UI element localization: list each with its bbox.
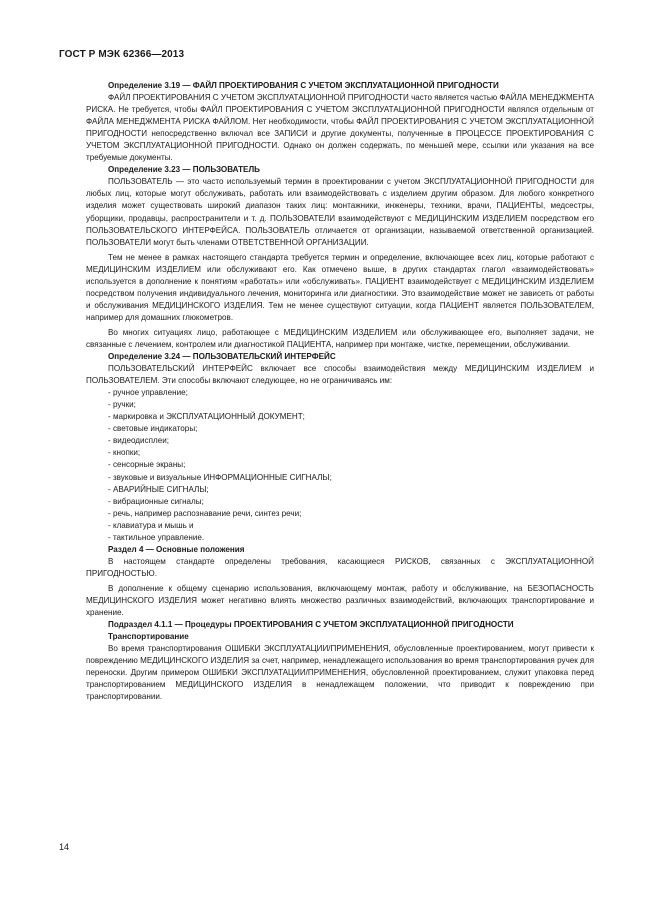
subsection-subheading: Транспортирование xyxy=(108,632,189,642)
paragraph: В дополнение к общему сценарию использования, включающему монтаж, работу и обслуживание, на БЕЗОПАСНОСТЬ МЕДИЦИНСКОГО ИЗДЕЛИЯ может негативно влиять множество различных взаимодействий, включающих транспортирование и хранение. xyxy=(86,583,594,618)
section-heading: Раздел 4 — Основные положения xyxy=(108,544,245,554)
list-item: - сенсорные экраны; xyxy=(108,460,186,470)
definition-heading: Определение 3.23 — ПОЛЬЗОВАТЕЛЬ xyxy=(108,165,260,175)
definition-heading: Определение 3.24 — ПОЛЬЗОВАТЕЛЬСКИЙ ИНТЕРФЕЙС xyxy=(108,352,336,362)
paragraph: ФАЙЛ ПРОЕКТИРОВАНИЯ С УЧЕТОМ ЭКСПЛУАТАЦИОННОЙ ПРИГОДНОСТИ часто является частью ФАЙЛА МЕНЕДЖМЕНТА РИСКА. Не требуется, чтобы ФАЙЛ ПРОЕКТИРОВАНИЯ С УЧЕТОМ ЭКСПЛУАТАЦИОННОЙ ПРИГОДНОСТИ являлся отдельным от ФАЙЛА МЕНЕДЖМЕНТА РИСКА ФАЙЛОМ. Нет необходимости, чтобы ФАЙЛ ПРОЕКТИРОВАНИЯ С УЧЕТОМ ЭКСПЛУАТАЦИОННОЙ ПРИГОДНОСТИ непосредственно включал все ЗАПИСИ и другие документы, полученные в ПРОЦЕССЕ ПРОЕКТИРОВАНИЯ С УЧЕТОМ ЭКСПЛУАТАЦИОННОЙ ПРИГОДНОСТИ. Однако он должен содержать, по меньшей мере, ссылки или указания на все требуемые документы. xyxy=(86,93,594,163)
paragraph: Во время транспортирования ОШИБКИ ЭКСПЛУАТАЦИИ/ПРИМЕНЕНИЯ, обусловленные проектированием, могут привести к повреждению МЕДИЦИНСКОГО ИЗДЕЛИЯ за счет, например, ненадлежащего использования во время транспортирования ручек для переноски. Другим примером ОШИБКИ ЭКСПЛУАТАЦИИ/ПРИМЕНЕНИЯ, обусловленной проектированием, служит упаковка перед транспортированием МЕДИЦИНСКОГО ИЗДЕЛИЯ в ненадлежащем положении, что приводит к повреждению при транспортировании. xyxy=(86,644,594,702)
paragraph: ПОЛЬЗОВАТЕЛЬ — это часто используемый термин в проектировании с учетом ЭКСПЛУАТАЦИОННОЙ ПРИГОДНОСТИ для любых лиц, которые могут обслуживать, работать или взаимодействовать с изделием другим образом. Для любого конкретного изделия может существовать широкий диапазон таких лиц: монтажники, инженеры, техники, врачи, ПАЦИЕНТЫ, медсестры, уборщики, продавцы, распространители и т. д. ПОЛЬЗОВАТЕЛИ взаимодействуют с МЕДИЦИНСКИМ ИЗДЕЛИЕМ посредством его ПОЛЬЗОВАТЕЛЬСКОГО ИНТЕРФЕЙСА. ПОЛЬЗОВАТЕЛЬ отличается от организации, называемой ответственной организацией. ПОЛЬЗОВАТЕЛИ могут быть членами ОТВЕТСТВЕННОЙ ОРГАНИЗАЦИИ. xyxy=(86,177,594,247)
subsection-heading: Подраздел 4.1.1 — Процедуры ПРОЕКТИРОВАНИЯ С УЧЕТОМ ЭКСПЛУАТАЦИОННОЙ ПРИГОДНОСТИ xyxy=(108,620,514,630)
list-item: - ручки; xyxy=(108,400,136,410)
list-item: - клавиатура и мышь и xyxy=(108,520,194,530)
list-item: - маркировка и ЭКСПЛУАТАЦИОННЫЙ ДОКУМЕНТ; xyxy=(108,412,305,422)
list-item: - тактильное управление. xyxy=(108,532,205,542)
list-item: - речь, например распознавание речи, синтез речи; xyxy=(108,508,302,518)
list-item: - вибрационные сигналы; xyxy=(108,496,204,506)
list-item: - световые индикаторы; xyxy=(108,424,198,434)
list-item: - видеодисплеи; xyxy=(108,436,169,446)
list-item: - АВАРИЙНЫЕ СИГНАЛЫ; xyxy=(108,484,209,494)
paragraph: Во многих ситуациях лицо, работающее с МЕДИЦИНСКИМ ИЗДЕЛИЕМ или обслуживающее его, выполняет задачи, не связанные с лечением, контролем или диагностикой ПАЦИЕНТА, например при монтаже, чистке, перемещении, обслуживании. xyxy=(86,327,594,349)
definition-heading: Определение 3.19 — ФАЙЛ ПРОЕКТИРОВАНИЯ С УЧЕТОМ ЭКСПЛУАТАЦИОННОЙ ПРИГОДНОСТИ xyxy=(108,81,499,90)
paragraph: ПОЛЬЗОВАТЕЛЬСКИЙ ИНТЕРФЕЙС включает все способы взаимодействия между МЕДИЦИНСКИМ ИЗДЕЛИЕМ и ПОЛЬЗОВАТЕЛЕМ. Эти способы включают следующее, но не ограничиваясь им: xyxy=(86,364,594,386)
list-item: - ручное управление; xyxy=(108,388,188,398)
document-header: ГОСТ Р МЭК 62366—2013 xyxy=(59,49,185,60)
paragraph: В настоящем стандарте определены требования, касающиеся РИСКОВ, связанных с ЭКСПЛУАТАЦИОННОЙ ПРИГОДНОСТЬЮ. xyxy=(86,556,594,578)
list-item: - кнопки; xyxy=(108,448,141,458)
page-number: 14 xyxy=(59,842,70,852)
page-content xyxy=(86,80,594,703)
list-item: - звуковые и визуальные ИНФОРМАЦИОННЫЕ СИГНАЛЫ; xyxy=(108,472,332,482)
paragraph: Тем не менее в рамках настоящего стандарта требуется термин и определение, включающее всех лиц, которые работают с МЕДИЦИНСКИМ ИЗДЕЛИЕМ или обслуживают его. Как отмечено выше, в других стандартах глагол «взаимодействовать» используется в дополнение к понятиям «работать» или «обслуживать». ПАЦИЕНТ взаимодействует с МЕДИЦИНСКИМ ИЗДЕЛИЕМ посредством получения индивидуального лечения, мониторинга или диагностики. Это взаимодействие может не зависеть от работы и обслуживания МЕДИЦИНСКОГО ИЗДЕЛИЯ. Тем не менее существуют ситуации, когда ПАЦИЕНТ является ПОЛЬЗОВАТЕЛЕМ, например для домашних глюкометров. xyxy=(86,252,594,322)
